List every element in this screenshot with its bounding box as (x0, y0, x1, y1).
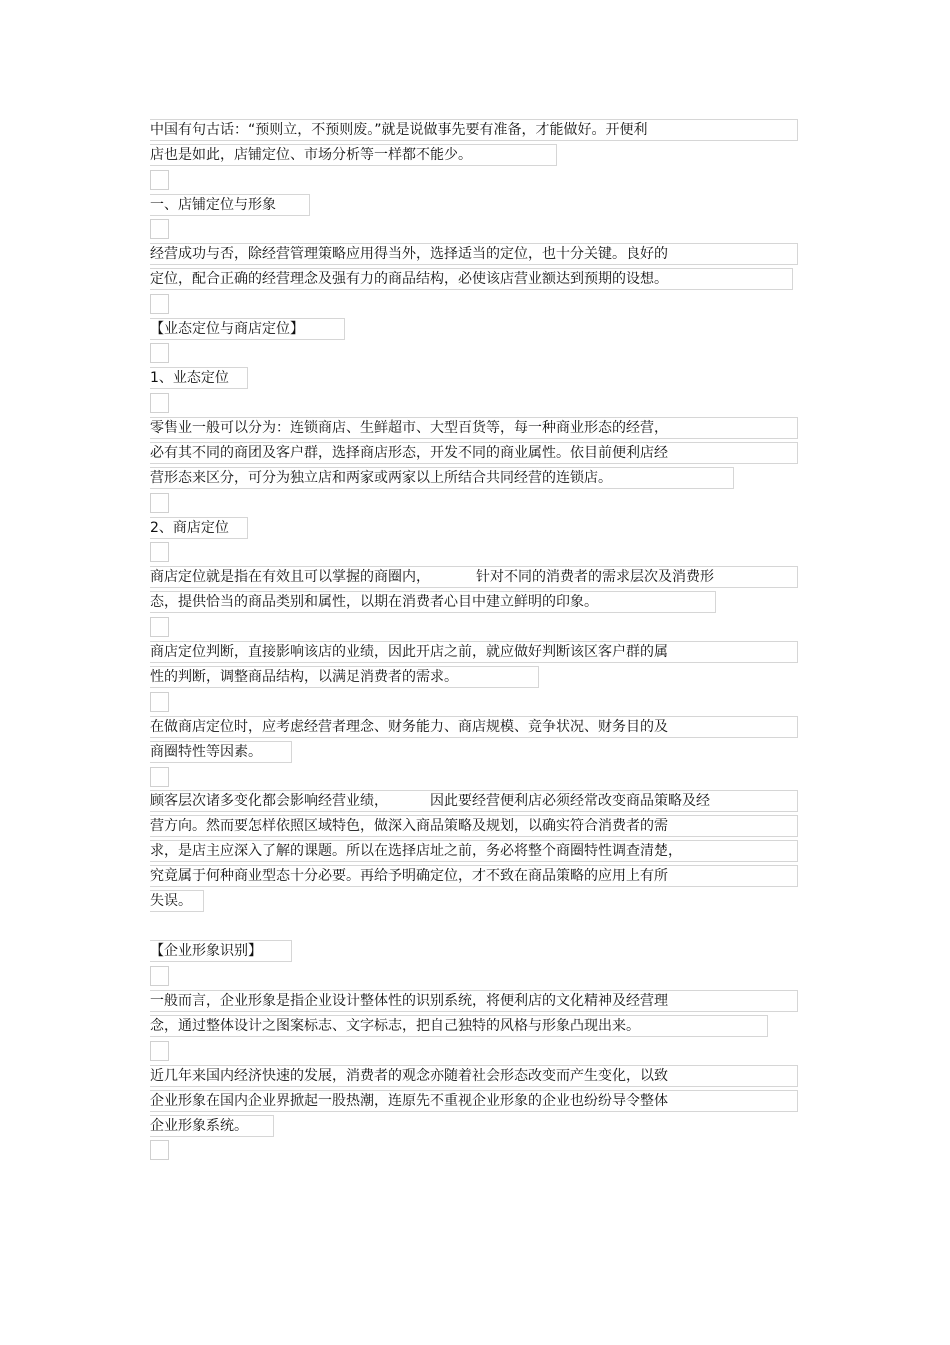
line-text: 失误。 (150, 893, 192, 909)
line-text: 必有其不同的商团及客户群，选择商店形态，开发不同的商业属性。依目前便利店经 (150, 445, 668, 461)
line-text: 企业形象系统。 (150, 1118, 248, 1134)
line-text: 零售业一般可以分为：连锁商店、生鲜超市、大型百货等，每一种商业形态的经营， (150, 420, 668, 436)
line-text: 一般而言，企业形象是指企业设计整体性的识别系统，将便利店的文化精神及经营理 (150, 993, 668, 1009)
line-text: 态，提供恰当的商品类别和属性，以期在消费者心目中建立鲜明的印象。 (150, 594, 598, 610)
subsection-heading (150, 940, 292, 962)
text-line (150, 119, 798, 141)
text-line (150, 268, 793, 290)
text-line (150, 144, 557, 166)
line-text: 商店定位判断，直接影响该店的业绩，因此开店之前，就应做好判断该区客户群的属 (150, 644, 668, 660)
subsection-heading (150, 367, 248, 389)
empty-box (150, 542, 169, 562)
line-text: 顾客层次诸多变化都会影响经营业绩， (150, 793, 388, 809)
empty-box (150, 343, 169, 363)
line-text: 因此要经营便利店必须经常改变商品策略及经 (430, 793, 710, 809)
line-text: 一、店铺定位与形象 (150, 197, 276, 213)
line-text: 定位，配合正确的经营理念及强有力的商品结构，必使该店营业额达到预期的设想。 (150, 271, 668, 287)
empty-box (150, 493, 169, 513)
empty-box (150, 617, 169, 637)
line-text: 在做商店定位时，应考虑经营者理念、财务能力、商店规模、竞争状况、财务目的及 (150, 719, 668, 735)
text-line (150, 815, 798, 837)
text-line (150, 442, 798, 464)
empty-box (150, 170, 169, 190)
text-line (150, 741, 292, 763)
line-text: 2、商店定位 (150, 520, 229, 536)
line-text: 【企业形象识别】 (150, 943, 262, 959)
text-line (150, 243, 798, 265)
text-line (150, 716, 798, 738)
empty-box (150, 966, 169, 986)
text-line (150, 840, 798, 862)
text-line (150, 666, 539, 688)
empty-box (150, 219, 169, 239)
text-line (150, 790, 798, 812)
text-line (150, 417, 798, 439)
line-text: 经营成功与否，除经营管理策略应用得当外，选择适当的定位，也十分关键。良好的 (150, 246, 668, 262)
section-heading (150, 194, 310, 216)
text-line (150, 591, 716, 613)
line-text: 念，通过整体设计之图案标志、文字标志，把自己独特的风格与形象凸现出来。 (150, 1018, 640, 1034)
empty-box (150, 767, 169, 787)
text-line (150, 1015, 768, 1037)
text-line (150, 1115, 274, 1137)
text-line (150, 641, 798, 663)
line-text: 1、业态定位 (150, 370, 229, 386)
line-text: 性的判断，调整商品结构，以满足消费者的需求。 (150, 669, 458, 685)
subsection-heading (150, 318, 345, 340)
empty-box (150, 692, 169, 712)
text-line (150, 566, 798, 588)
text-line (150, 467, 734, 489)
line-text: 营方向。然而要怎样依照区域特色，做深入商品策略及规划，以确实符合消费者的需 (150, 818, 668, 834)
text-line (150, 990, 798, 1012)
empty-box (150, 393, 169, 413)
empty-box (150, 1041, 169, 1061)
text-line (150, 865, 798, 887)
text-line (150, 890, 204, 912)
subsection-heading (150, 517, 248, 539)
line-text: 求，是店主应深入了解的课题。所以在选择店址之前，务必将整个商圈特性调查清楚， (150, 843, 682, 859)
line-text: 店也是如此，店铺定位、市场分析等一样都不能少。 (150, 147, 472, 163)
line-text: 近几年来国内经济快速的发展，消费者的观念亦随着社会形态改变而产生变化，以致 (150, 1068, 668, 1084)
line-text: 中国有句古话：“预则立，不预则废。”就是说做事先要有准备，才能做好。开便利 (150, 122, 648, 138)
line-text: 商圈特性等因素。 (150, 744, 262, 760)
line-text: 针对不同的消费者的需求层次及消费形 (476, 569, 714, 585)
line-text: 【业态定位与商店定位】 (150, 321, 304, 337)
line-text: 企业形象在国内企业界掀起一股热潮，连原先不重视企业形象的企业也纷纷导令整体 (150, 1093, 668, 1109)
empty-box (150, 1140, 169, 1160)
line-text: 营形态来区分，可分为独立店和两家或两家以上所结合共同经营的连锁店。 (150, 470, 612, 486)
text-line (150, 1090, 798, 1112)
line-text: 商店定位就是指在有效且可以掌握的商圈内， (150, 569, 430, 585)
empty-box (150, 294, 169, 314)
line-text: 究竟属于何种商业型态十分必要。再给予明确定位，才不致在商品策略的应用上有所 (150, 868, 668, 884)
text-line (150, 1065, 798, 1087)
